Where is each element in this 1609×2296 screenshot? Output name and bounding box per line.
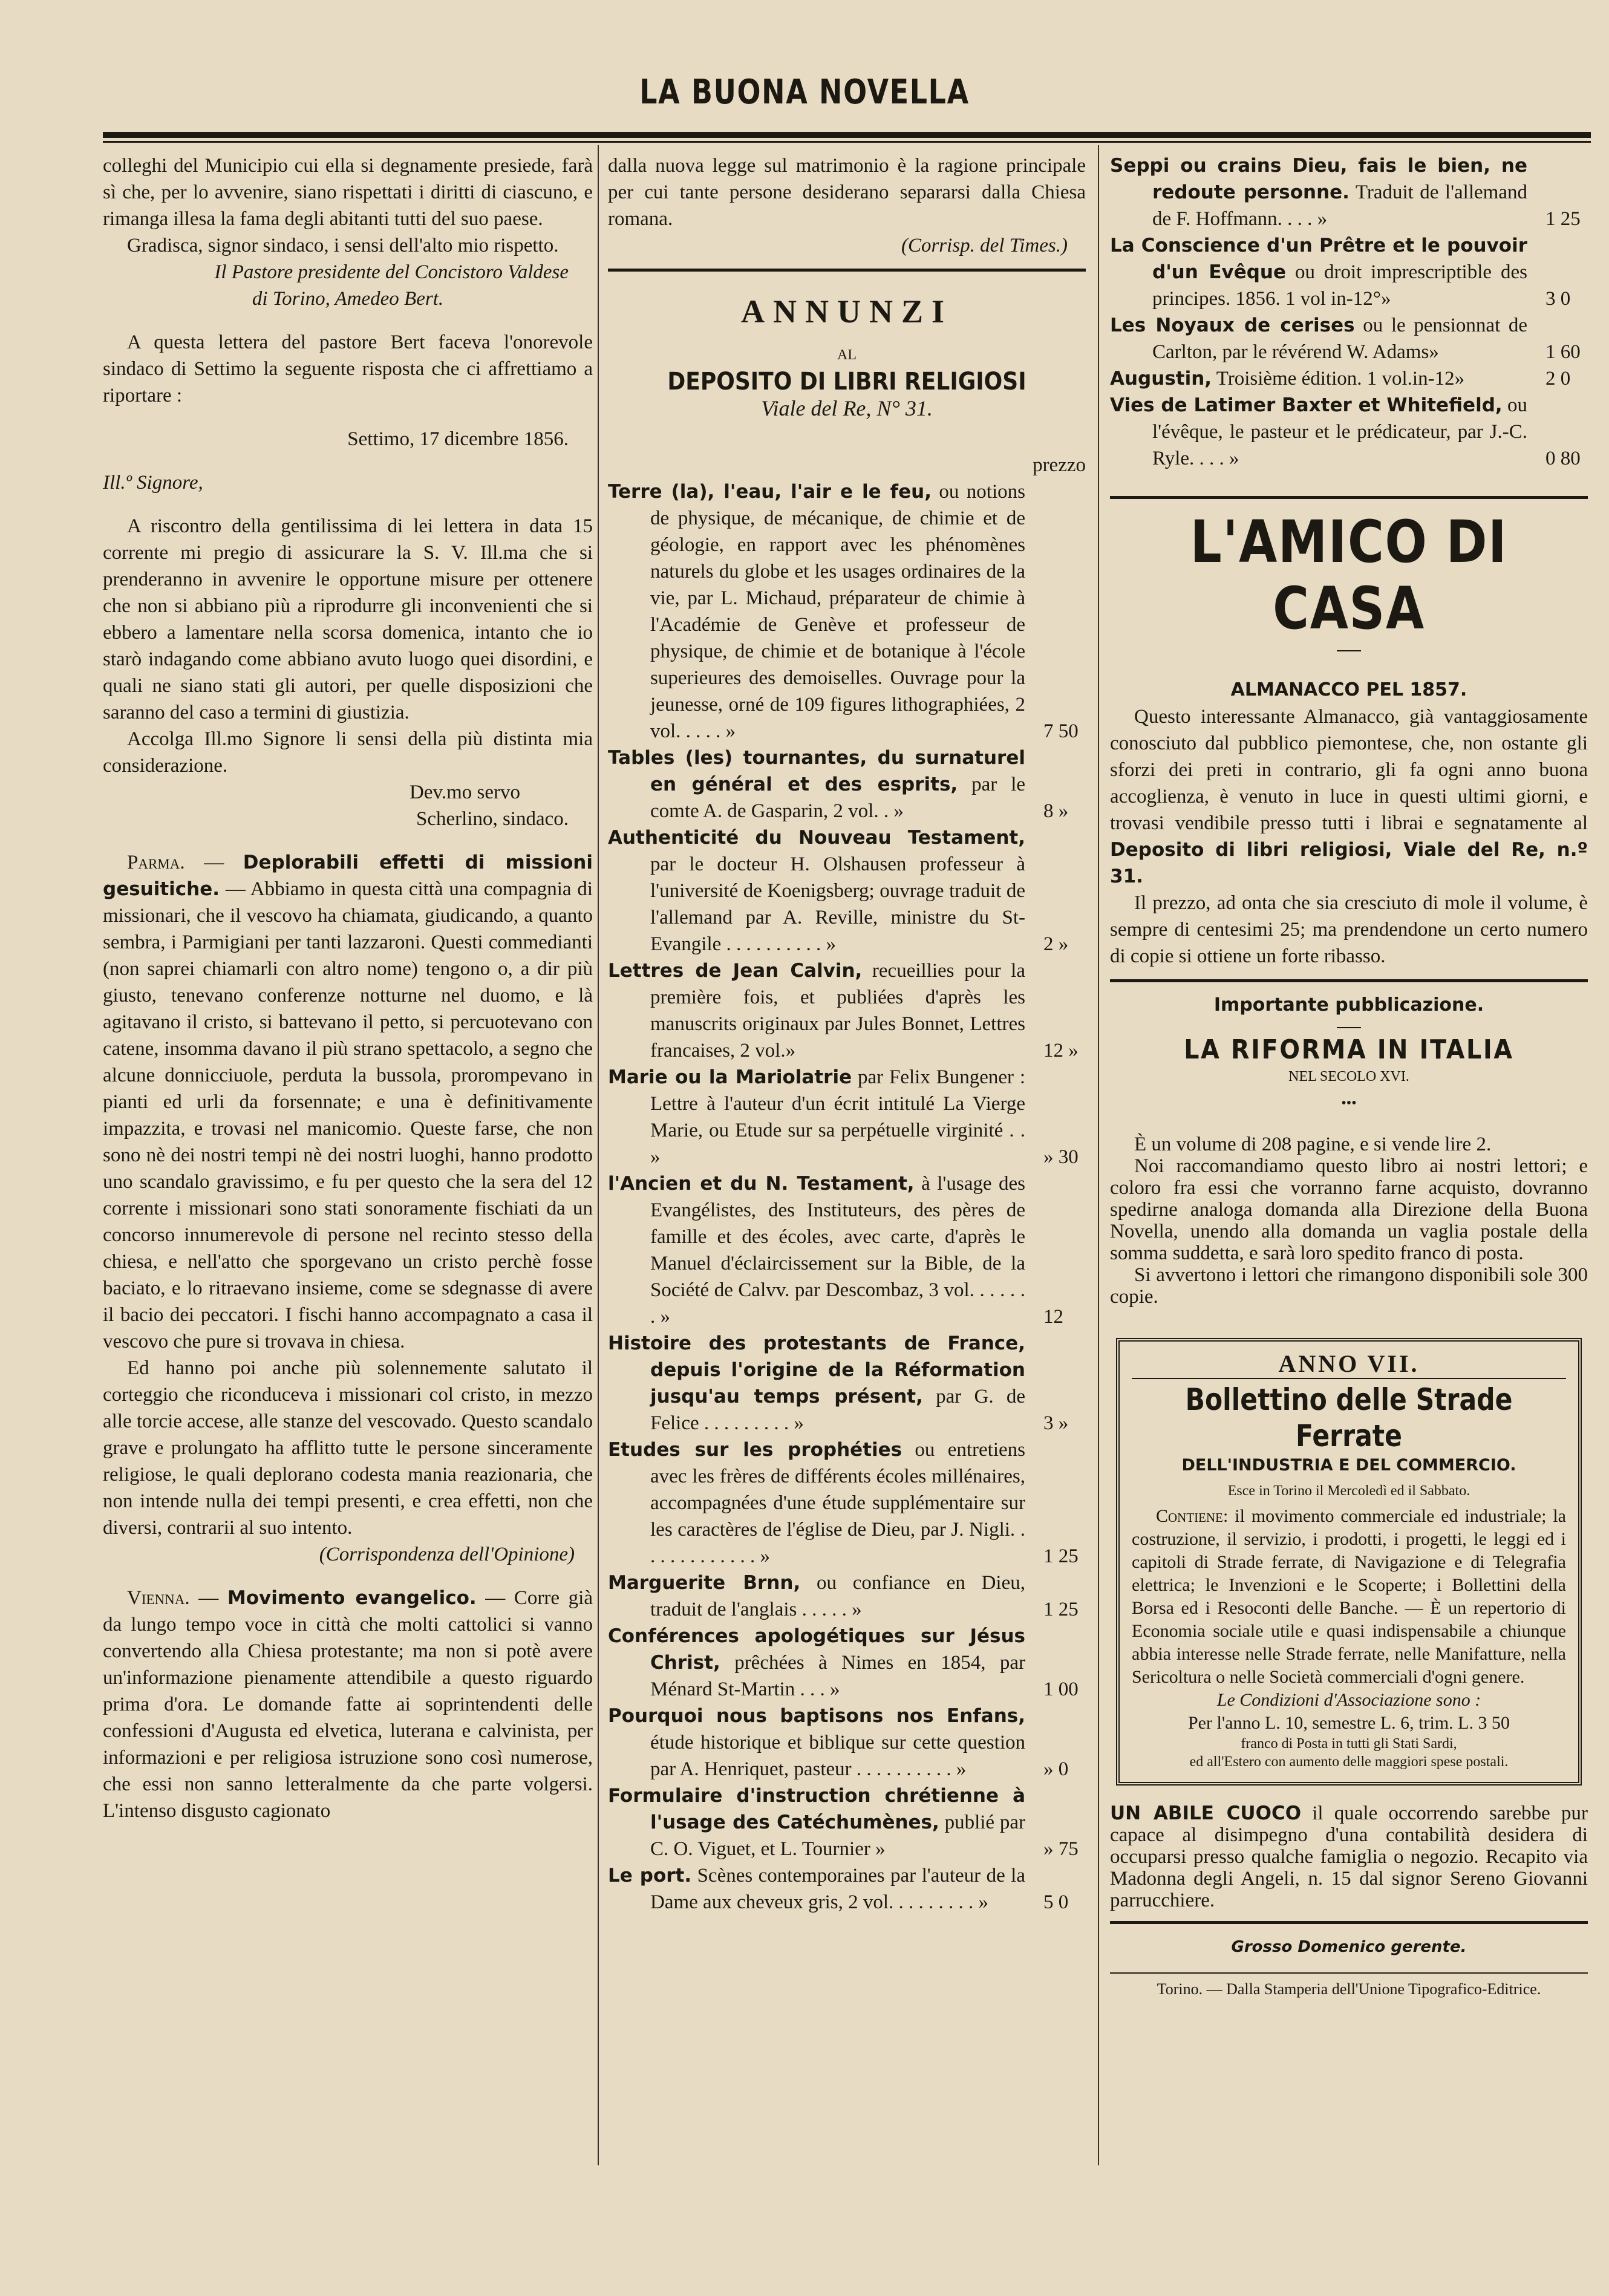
book-title: Les Noyaux de cerises <box>1110 315 1355 336</box>
masthead <box>0 0 1609 136</box>
book-entry: Tables (les) tournantes, du surnaturel en général et des esprits, par le comte A. de Gasparin, 2 vol. . » 8 » <box>608 747 1069 822</box>
paragraph: Si avvertono i lettori che rimangono disponibili sole 300 copie. <box>1110 1264 1588 1308</box>
publication-schedule: Esce in Torino il Mercoledì ed il Sabbato. <box>1227 1483 1470 1499</box>
contents-label: Contiene: <box>1156 1506 1229 1526</box>
book-description: prêchées à Nimes en 1854, par Ménard St-Martin . . . » <box>650 1652 1025 1700</box>
book-description: par Felix Bungener : Lettre à l'auteur d'un écrit intitulé La Vierge Marie, ou Etude sur sa perpétuelle virginité . . » <box>650 1066 1026 1168</box>
paragraph: Noi raccomandiamo questo libro ai nostri lettori; e coloro fra essi che vorranno farne acquisto, dovranno spedirne analoga domanda alla Direzione della Buona Novella, unendo alla domanda un vaglia postale della somma suddetta, e sarà loro spedito franco di posta. <box>1110 1155 1588 1264</box>
heading-importante: Importante pubblicazione. <box>1213 994 1484 1016</box>
book-description: ou droit imprescriptible des principes. 1856. 1 vol in-12°» <box>1152 261 1527 310</box>
signature-line: Il Pastore presidente del Concistoro Valdese <box>214 261 569 283</box>
paragraph: colleghi del Municipio cui ella si degnamente presiede, farà sì che, per lo avvenire, siano rispettati i diritti di ciascuno, e rimanga illesa la fama degli abitanti tutti del suo paese. <box>103 155 593 230</box>
heading-secolo: NEL SECOLO XVI. <box>1288 1069 1409 1084</box>
gerente: Grosso Domenico gerente. <box>1231 1938 1467 1956</box>
section-rule <box>608 269 1086 272</box>
ad-text: il quale occorrendo sarebbe pur capace al disimpegno d'una contabilità desidera di occuparsi presso qualche famiglia o negozio. Recapito via Madonna degli Angeli, n. 15 dal signor Sereno Giovanni parrucchiere. <box>1110 1802 1588 1911</box>
book-entry: Histoire des protestants de France, depuis l'origine de la Réformation jusqu'au temps présent, par G. de Felice . . . . . . . . . » 3 » <box>608 1332 1069 1434</box>
book-entry: Terre (la), l'eau, l'air e le feu, ou notions de physique, de mécanique, de chimie et de géologie, en rapport avec les phénomènes naturels du globe et les usages ordinaires de la vie, par L. Michaud, préparateur de chimie à l'Académie de Genève et professeur de physique, de chimie et de botanique à l'école superieures des demoiselles. Ouvrage pour la jeunesse, orné de 109 figures lithographiées, 2 vol. . . . . » 7 50 <box>608 481 1079 742</box>
paragraph: Accolga Ill.mo Signore li sensi della più distinta mia considerazione. <box>103 728 593 777</box>
book-entry: Etudes sur les prophéties ou entretiens avec les frères de différents écoles millénaires, accompagnées d'une étude supplémentaire sur les caractères de l'église de Dieu, par J. Nigli. . . . . . . . . . . . . » 1 25 <box>608 1439 1079 1567</box>
divider <box>1110 1972 1588 1974</box>
paragraph-text: Questo interessante Almanacco, già vantaggiosamente conosciuto dal pubblico piemontese, che, non ostante gli sforzi dei preti in contrario, gli fa ogni anno buona accoglienza, è venuto in luce in questi ultimi giorni, e trovasi vendibile presso tutti i librai e segnatamente al <box>1110 706 1588 834</box>
printer-imprint: Torino. — Dalla Stamperia dell'Unione Tipografico-Editrice. <box>1157 1980 1541 1998</box>
source-credit: (Corrispondenza dell'Opinione) <box>319 1544 575 1565</box>
column-2 <box>608 152 1086 1916</box>
divider <box>1337 1027 1361 1028</box>
book-title: Histoire des protestants de France, depuis l'origine de la Réformation jusqu'au temps présent, <box>608 1332 1025 1407</box>
article-body: — Abbiamo in questa città una compagnia di missionari, che il vescovo ha chiamata, giudicando, a quanto sembra, i Parmigiani per tanti lazzaroni. Questi commedianti (non saprei chiamarli con altro nome) tengono o, a dir più giusto, tenevano conferenze notturne nel duomo, e là agitavano il cristo, si battevano il petto, si percuotevano con catene, insomma davano il più strano spettacolo, a segno che alcune donnicciuole, perduta la bussola, prorompevano in pianti ed urli da forsennate; e una è definitivamente impazzita, e trovasi nel manicomio. Queste farse, che non sono nè dei nostri tempi nè dei nostri luoghi, hanno prodotto uno scandalo gravissimo, e fu per questo che la sera del 12 corrente i missionari sono stati sonoramente fischiati da un concorso innumerevole di persone nel recinto stesso della chiesa, e nell'atto che sporgevano un cristo perchè fosse baciato, e lo ritraevano insieme, come se sdegnasse di avere il bacio dei peccatori. I fischi hanno accompagnato a casa il vescovo che pure si trovava in chiesa. <box>103 878 593 1352</box>
postage-note: ed all'Estero con aumento delle maggiori spese postali. <box>1189 1754 1509 1770</box>
signature-line: di Torino, Amedeo Bert. <box>252 288 444 310</box>
letter-date: Settimo, 17 dicembre 1856. <box>347 428 569 450</box>
divider <box>1132 1378 1566 1379</box>
book-title: Marguerite Brnn, <box>608 1572 801 1594</box>
ornament: ••• <box>1341 1095 1357 1111</box>
book-description: ou le pensionnat de Carlton, par le révérend W. Adams» <box>1152 315 1528 363</box>
article-headline: Movimento evangelico. <box>227 1587 477 1609</box>
ad-headline: UN ABILE CUOCO <box>1110 1802 1302 1824</box>
section-rule <box>1110 979 1588 982</box>
book-entry: Pourquoi nous baptisons nos Enfans, étude historique et biblique sur cette question par A. Henriquet, pasteur . . . . . . . . . . » » 0 <box>608 1705 1069 1780</box>
heading-amico: L'AMICO DI CASA <box>1190 508 1508 642</box>
article-body: — Corre già da lungo tempo voce in città che molti cattolici si vanno convertendo alla Chiesa protestante; ma non si potè avere un'informazione pienamente attendibile a questo riguardo prima d'ora. Le domande fatte ai soprintendenti delle confessioni d'Augusta ed elvetica, luterana e calvinista, per informazioni e per religiosa istruzione sono così numerose, che essi non sanno letteralmente da che parte volgersi. L'intenso disgusto cagionato <box>103 1587 593 1822</box>
book-entry: Les Noyaux de cerises ou le pensionnat de Carlton, par le révérend W. Adams» 1 60 <box>1110 315 1581 363</box>
heading-almanacco: ALMANACCO PEL 1857. <box>1230 679 1467 700</box>
conditions-heading: Le Condizioni d'Associazione sono : <box>1216 1690 1481 1710</box>
closing-signature: Scherlino, sindaco. <box>416 808 569 830</box>
section-rule <box>1110 1921 1588 1924</box>
closing: Dev.mo servo <box>410 781 520 803</box>
book-title: Lettres de Jean Calvin, <box>608 960 863 982</box>
article-vienna <box>103 1585 593 1824</box>
book-entry: l'Ancien et du N. Testament, à l'usage des Evangélistes, des Instituteurs, des pères de famille et des écoles, avec carte, d'après le Manuel d'éclaircissement sur la Bible, de la Société de Calvv. par Descombaz, 3 vol. . . . . . . » 12 <box>608 1173 1063 1328</box>
book-description: à l'usage des Evangélistes, des Instituteurs, des pères de famille et des écoles, avec carte, d'après le Manuel d'éclaircissement sur la Bible, de la Société de Calvv. par Descombaz, 3 vol. . . . . . . » <box>650 1173 1025 1328</box>
book-title: Le port. <box>608 1865 692 1887</box>
book-title: Marie ou la Mariolatrie <box>608 1066 852 1088</box>
article-headline: Deplorabili effetti di missioni gesuitiche. <box>103 852 593 900</box>
book-entry: Authenticité du Nouveau Testament, par le docteur H. Olshausen professeur à l'université de Koenigsberg; ouvrage traduit de l'allemand par A. Reville, ministre du St-Evangile . . . . . . . . . . » 2 » <box>608 827 1069 955</box>
contents-text: il movimento commerciale ed industriale; la costruzione, il servizio, i prodotti, i progetti, le leggi ed i capitoli di Strade ferrate, di Navigazione e di Telegrafia elettrica; le Invenzioni e le Scoperte; i Bollettini della Borsa ed i Resoconti delle Banche. — È un repertorio di Economia sociale utile e quasi indispensabile a chiunque abbia interesse nelle Strade ferrate, nelle Manifatture, nella Sericoltura o nelle Società commerciali d'ogni genere. <box>1132 1506 1566 1687</box>
book-description: ou entretiens avec les frères de différents écoles millénaires, accompagnées d'une étude supplémentaire sur les caractères de l'église de Dieu, par J. Nigli. . . . . . . . . . . . . » <box>650 1439 1025 1567</box>
dateline: Parma. — <box>127 852 224 873</box>
paragraph: A riscontro della gentilissima di lei lettera in data 15 corrente mi pregio di assicurare la S. V. Ill.ma che si prenderanno in avvenire le opportune misure per ottenere che non si abbiano più a riprodurre gli inconvenienti che si ebbero a lamentare nella scorsa domenica, intanto che io starò indagando come abbiano avuto luogo quei disordini, e quali ne siano stati gli autori, per quelle disposizioni che saranno del caso a termini di giustizia. <box>103 515 593 723</box>
bollettino-subtitle: DELL'INDUSTRIA E DEL COMMERCIO. <box>1181 1456 1516 1475</box>
book-entry: Augustin, Troisième édition. 1 vol.in-12» 2 0 <box>1110 368 1571 390</box>
heading-riforma: LA RIFORMA IN ITALIA <box>1184 1034 1514 1065</box>
newspaper-title: LA BUONA NOVELLA <box>639 73 970 112</box>
book-title: Terre (la), l'eau, l'air e le feu, <box>608 481 932 503</box>
column-separator <box>1098 145 1099 2165</box>
section-heading-annunzi: ANNUNZI <box>740 293 953 330</box>
heading-al: AL <box>837 347 857 363</box>
header-rule <box>103 132 1591 138</box>
book-title: La Conscience d'un Prêtre et le pouvoir d'un Evêque <box>1110 235 1527 283</box>
book-description: par le comte A. de Gasparin, 2 vol. . » <box>650 774 1026 822</box>
book-title: l'Ancien et du N. Testament, <box>608 1173 915 1195</box>
book-title: Augustin, <box>1110 368 1212 390</box>
paragraph: Gradisca, signor sindaco, i sensi dell'alto mio rispetto. <box>127 235 559 256</box>
book-entry: Marie ou la Mariolatrie par Felix Bungener : Lettre à l'auteur d'un écrit intitulé La Vierge Marie, ou Etude sur sa perpétuelle virginité . . » » 30 <box>608 1066 1079 1168</box>
book-entry: Seppi ou crains Dieu, fais le bien, ne redoute personne. Traduit de l'allemand de F. Hoffmann. . . . » 1 25 <box>1110 155 1581 230</box>
book-title: Tables (les) tournantes, du surnaturel en général et des esprits, <box>608 747 1025 795</box>
book-description: par le docteur H. Olshausen professeur à l'université de Koenigsberg; ouvrage traduit de l'allemand par A. Reville, ministre du St-Evangile . . . . . . . . . . » <box>650 853 1025 955</box>
price-label: prezzo <box>1033 454 1086 476</box>
book-entry: Formulaire d'instruction chrétienne à l'usage des Catéchumènes, publié par C. O. Viguet, et L. Tournier » » 75 <box>608 1785 1079 1860</box>
book-list <box>1110 152 1588 472</box>
book-title: Conférences apologétiques sur Jésus Christ, <box>608 1625 1025 1674</box>
book-title: Seppi ou crains Dieu, fais le bien, ne redoute personne. <box>1110 155 1527 203</box>
paragraph: A questa lettera del pastore Bert faceva l'onorevole sindaco di Settimo la seguente risposta che ci affrettiamo a riportare : <box>103 331 593 406</box>
book-description: Traduit de l'allemand de F. Hoffmann. . . . » <box>1152 181 1527 230</box>
paragraph <box>1110 703 1588 890</box>
column-separator <box>598 145 599 2165</box>
book-title: Formulaire d'instruction chrétienne à l'usage des Catéchumènes, <box>608 1785 1025 1833</box>
book-entry: La Conscience d'un Prêtre et le pouvoir d'un Evêque ou droit imprescriptible des principes. 1856. 1 vol in-12°» 3 0 <box>1110 235 1571 310</box>
book-description: Troisième édition. 1 vol.in-12» <box>1212 368 1465 390</box>
divider <box>1337 650 1361 651</box>
subscription-prices: Per l'anno L. 10, semestre L. 6, trim. L. 3 50 <box>1188 1713 1510 1733</box>
book-entry: Lettres de Jean Calvin, recueillies pour la première fois, et publiées d'après les manuscrits originaux par Jules Bonnet, Lettres francaises, 2 vol.» 12 » <box>608 960 1079 1062</box>
anno-label: ANNO VII. <box>1278 1350 1420 1377</box>
dateline: Vienna. — <box>127 1587 219 1609</box>
postage-note: franco di Posta in tutti gli Stati Sardi, <box>1241 1736 1457 1752</box>
book-description: Scènes contemporaines par l'auteur de la Dame aux cheveux gris, 2 vol. . . . . . . . . » <box>650 1865 1025 1913</box>
cuoco-ad <box>1110 1802 1588 1911</box>
book-title: Vies de Latimer Baxter et Whitefield, <box>1110 394 1503 416</box>
heading-deposito: DEPOSITO DI LIBRI RELIGIOSI <box>667 368 1026 396</box>
book-title: Etudes sur les prophéties <box>608 1439 902 1461</box>
header-rule-thin <box>103 141 1591 143</box>
source-credit: (Corrisp. del Times.) <box>901 235 1068 256</box>
book-description: étude historique et biblique sur cette question par A. Henriquet, pasteur . . . . . . . . . . » <box>650 1732 1025 1780</box>
book-description: ou confiance en Dieu, traduit de l'anglais . . . . . » <box>650 1572 1025 1620</box>
bollettino-advertisement <box>1116 1338 1582 1786</box>
book-description: par G. de Felice . . . . . . . . . » <box>650 1386 1025 1434</box>
paragraph: Ed hanno poi anche più solennemente salutato il corteggio che riconduceva i missionari col cristo, in mezzo alle torcie accese, alle stanze del vescovado. Questo scandalo grave e prolungato ha afflitto tutte le persone sinceramente religiose, le quali deplorano codesta mania reazionaria, che non intende nulla dei tempi presenti, e crea effetti, non che diversi, contrarii al suo intento. <box>103 1357 593 1539</box>
book-description: ou l'évêque, le pasteur et le prédicateur, par J.-C. Ryle. . . . » <box>1152 394 1527 469</box>
book-description: recueillies pour la première fois, et publiées d'après les manuscrits originaux par Jules Bonnet, Lettres francaises, 2 vol.» <box>650 960 1025 1062</box>
book-title: Authenticité du Nouveau Testament, <box>608 827 1025 849</box>
paragraph: dalla nuova legge sul matrimonio è la ragione principale per cui tante persone desiderano separarsi dalla Chiesa romana. <box>608 155 1086 230</box>
paragraph: È un volume di 208 pagine, e si vende lire 2. <box>1134 1133 1492 1155</box>
book-description: publié par C. O. Viguet, et L. Tournier » <box>650 1812 1026 1860</box>
contents <box>1132 1505 1566 1689</box>
paragraph: Il prezzo, ad onta che sia cresciuto di mole il volume, è sempre di centesimi 25; ma prendendone un certo numero di copie si ottiene un forte ribasso. <box>1110 892 1588 967</box>
article-parma <box>103 849 593 1355</box>
salutation: Ill.º Signore, <box>103 472 203 494</box>
book-title: Pourquoi nous baptisons nos Enfans, <box>608 1705 1025 1727</box>
column-3 <box>1110 152 1588 2003</box>
column-1 <box>103 152 593 1824</box>
section-rule <box>1110 496 1588 499</box>
address: Viale del Re, N° 31. <box>761 396 933 420</box>
book-description: ou notions de physique, de mécanique, de chimie et de géologie, en rapport avec les phénomènes naturels du globe et les usages ordinaires de la vie, par L. Michaud, préparateur de chimie à l'Académie de Genève et professeur de physique, de chimie et de botanique à l'école superieures des demoiselles. Ouvrage pour la jeunesse, orné de 109 figures lithographiées, 2 vol. . . . . » <box>650 481 1025 742</box>
deposito-name: Deposito di libri religiosi, Viale del Re, n.º 31. <box>1110 839 1588 887</box>
book-list <box>608 478 1086 1916</box>
book-entry: Marguerite Brnn, ou confiance en Dieu, traduit de l'anglais . . . . . » 1 25 <box>608 1572 1079 1620</box>
book-entry: Le port. Scènes contemporaines par l'auteur de la Dame aux cheveux gris, 2 vol. . . . . . . . . » 5 0 <box>608 1865 1069 1913</box>
book-entry: Vies de Latimer Baxter et Whitefield, ou l'évêque, le pasteur et le prédicateur, par J.-C. Ryle. . . . » 0 80 <box>1110 394 1581 469</box>
bollettino-title: Bollettino delle Strade Ferrate <box>1185 1382 1513 1453</box>
book-entry: Conférences apologétiques sur Jésus Christ, prêchées à Nimes en 1854, par Ménard St-Martin . . . » 1 00 <box>608 1625 1079 1700</box>
